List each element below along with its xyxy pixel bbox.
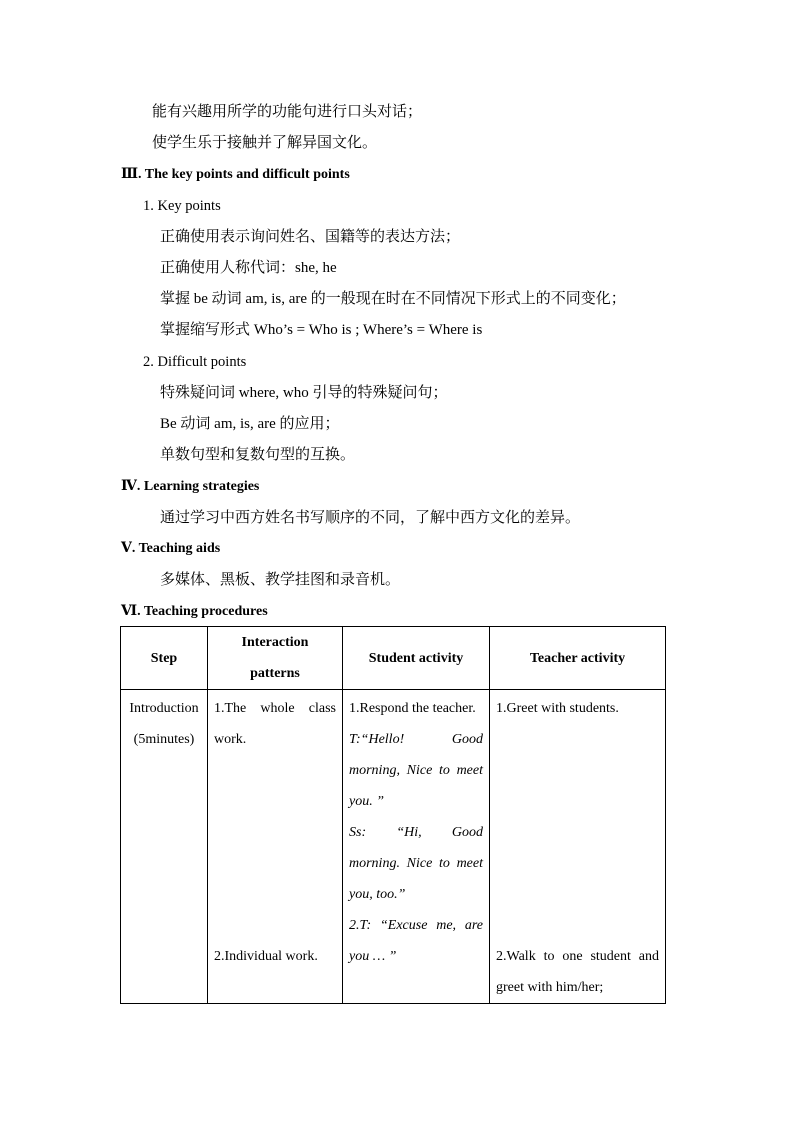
header-teacher-activity: Teacher activity [490, 627, 666, 690]
table-header-row [121, 627, 666, 690]
student-activity-item: T:“Hello! Good morning, Nice to meet you. ” [349, 732, 483, 809]
key-point-item: 掌握 be 动词 am, is, are 的一般现在时在不同情况下形式上的不同变化； [160, 291, 626, 307]
difficult-point-item: 特殊疑问词 where, who 引导的特殊疑问句； [160, 385, 448, 401]
learning-strategies-text: 通过学习中西方姓名书写顺序的不同，了解中西方文化的差异。 [160, 510, 581, 526]
section-4-heading: Ⅳ. Learning strategies [121, 479, 260, 494]
student-activity-item: 1.Respond the teacher. [349, 701, 476, 716]
teacher-activity-item-2: 2.Walk to one student and greet with him/her; [496, 949, 659, 995]
difficult-points-label: 2. Difficult points [143, 354, 247, 370]
key-point-item: 掌握缩写形式 Who’s = Who is ; Where’s = Where is [160, 322, 483, 338]
header-interaction-line-1: Interaction [241, 635, 309, 650]
student-activity-item: 2.T: “Excuse me, are you … ” [349, 918, 483, 964]
interaction-item-1: 1.The whole class work. [214, 701, 336, 747]
difficult-point-item: 单数句型和复数句型的互换。 [160, 447, 356, 463]
section-6-heading: Ⅵ. Teaching procedures [121, 604, 268, 619]
step-name: Introduction [129, 701, 199, 716]
objective-line-2: 使学生乐于接触并了解异国文化。 [152, 135, 378, 151]
teacher-activity-cell [490, 690, 666, 1004]
header-step: Step [121, 627, 208, 690]
step-cell [121, 690, 208, 1004]
teacher-activity-item-1: 1.Greet with students. [496, 701, 619, 716]
interaction-item-2: 2.Individual work. [214, 949, 318, 964]
key-point-item: 正确使用表示询问姓名、国籍等的表达方法； [160, 229, 461, 245]
table-row [121, 690, 666, 1004]
section-3-heading: Ⅲ. The key points and difficult points [121, 167, 350, 182]
student-activity-cell [343, 690, 490, 1004]
key-point-item: 正确使用人称代词：she, he [160, 260, 337, 276]
student-activity-item: Ss: “Hi, Good morning. Nice to meet you, too.” [349, 825, 483, 902]
teaching-procedures-table [120, 626, 666, 1004]
step-duration: (5minutes) [133, 732, 195, 747]
difficult-point-item: Be 动词 am, is, are 的应用； [160, 416, 340, 432]
header-interaction-line-2: patterns [250, 666, 300, 681]
section-5-heading: Ⅴ. Teaching aids [121, 541, 221, 556]
teaching-aids-text: 多媒体、黑板、教学挂图和录音机。 [160, 572, 401, 588]
header-interaction [208, 627, 343, 690]
objective-line-1: 能有兴趣用所学的功能句进行口头对话； [152, 104, 423, 120]
header-student-activity: Student activity [343, 627, 490, 690]
key-points-label: 1. Key points [143, 198, 221, 214]
interaction-cell [208, 690, 343, 1004]
